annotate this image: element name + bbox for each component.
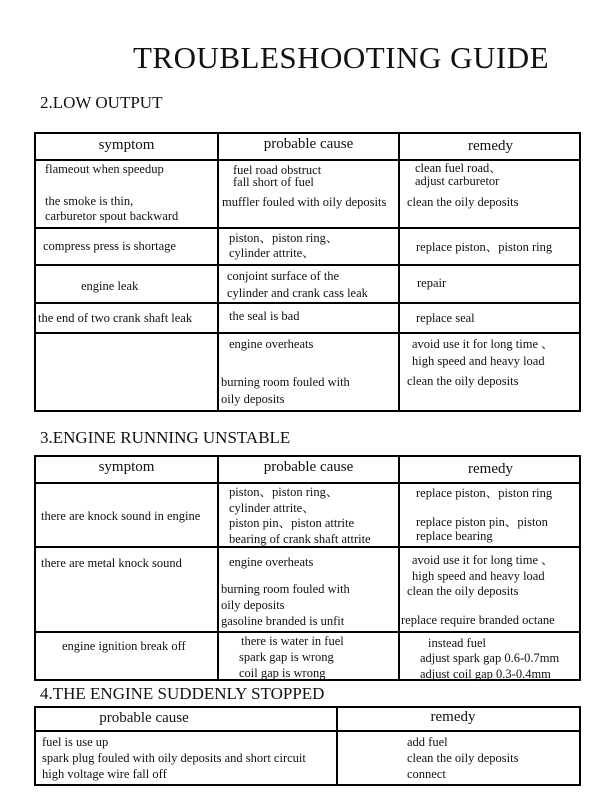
cell: carburetor spout backward — [45, 209, 179, 223]
cell: fall short of fuel — [233, 175, 314, 189]
header-probable-cause: probable cause — [99, 710, 189, 726]
cell: clean the oily deposits — [407, 195, 519, 209]
cell: coil gap is wrong — [239, 666, 326, 680]
header-probable-cause: probable cause — [263, 459, 354, 475]
cell: engine ignition break off — [62, 639, 186, 653]
cell: there are knock sound in engine — [41, 509, 201, 523]
cell: the smoke is thin, — [45, 194, 134, 208]
cell: bearing of crank shaft attrite — [229, 532, 371, 546]
cell: high voltage wire fall off — [42, 767, 167, 781]
cell: replace piston、piston ring — [416, 486, 553, 500]
cell: compress press is shortage — [43, 239, 176, 253]
cell: fuel is use up — [42, 735, 109, 749]
cell: high speed and heavy load — [412, 569, 545, 583]
section-heading-low-output: 2.LOW OUTPUT — [40, 93, 163, 112]
cell: repair — [417, 276, 447, 290]
cell: instead fuel — [428, 636, 486, 650]
cell: burning room fouled with — [221, 375, 350, 389]
cell: piston pin、piston attrite — [229, 516, 354, 530]
cell: gasoline branded is unfit — [221, 614, 345, 628]
cell: clean the oily deposits — [407, 374, 519, 388]
suddenly-stopped-table — [34, 706, 581, 786]
cell: engine overheats — [229, 337, 314, 351]
cell: high speed and heavy load — [412, 354, 545, 368]
cell: conjoint surface of the — [227, 269, 340, 283]
cell: replace require branded octane — [401, 613, 555, 627]
cell: piston、piston ring、 — [229, 485, 339, 499]
section-heading-engine-unstable: 3.ENGINE RUNNING UNSTABLE — [40, 428, 291, 447]
cell: clean fuel road、 — [415, 161, 502, 175]
cell: oily deposits — [221, 598, 285, 612]
cell: connect — [407, 767, 446, 781]
cell: clean the oily deposits — [407, 751, 519, 765]
header-remedy: remedy — [468, 138, 513, 154]
header-symptom: symptom — [98, 137, 155, 153]
header-remedy: remedy — [468, 461, 513, 477]
cell: piston、piston ring、 — [229, 231, 339, 245]
header-probable-cause: probable cause — [263, 136, 354, 152]
header-symptom: symptom — [98, 459, 155, 475]
cell: the seal is bad — [229, 309, 300, 323]
cell: add fuel — [407, 735, 448, 749]
cell: there are metal knock sound — [41, 556, 182, 570]
cell: fuel road obstruct — [233, 163, 322, 177]
cell: oily deposits — [221, 392, 285, 406]
cell: spark plug fouled with oily deposits and short circuit — [42, 751, 306, 765]
cell: cylinder attrite、 — [229, 246, 315, 260]
low-output-table — [34, 132, 581, 412]
header-remedy: remedy — [430, 709, 476, 725]
section-heading-suddenly-stopped: 4.THE ENGINE SUDDENLY STOPPED — [40, 684, 325, 703]
cell: adjust spark gap 0.6-0.7mm — [420, 651, 560, 665]
cell: there is water in fuel — [241, 634, 344, 648]
cell: avoid use it for long time 、 — [412, 337, 554, 351]
cell: replace seal — [416, 311, 475, 325]
cell: engine overheats — [229, 555, 314, 569]
cell: clean the oily deposits — [407, 584, 519, 598]
cell: flameout when speedup — [45, 162, 164, 176]
cell: spark gap is wrong — [239, 650, 334, 664]
engine-unstable-table — [34, 455, 581, 681]
page-title: TROUBLESHOOTING GUIDE — [132, 40, 550, 75]
cell: muffler fouled with oily deposits — [222, 195, 387, 209]
cell: cylinder attrite、 — [229, 501, 315, 515]
cell: cylinder and crank cass leak — [227, 286, 368, 300]
cell: engine leak — [81, 279, 139, 293]
cell: replace piston pin、piston — [416, 515, 548, 529]
cell: replace bearing — [416, 529, 493, 543]
cell: adjust carburetor — [415, 174, 500, 188]
cell: burning room fouled with — [221, 582, 350, 596]
cell: replace piston、piston ring — [416, 240, 553, 254]
cell: the end of two crank shaft leak — [38, 311, 193, 325]
cell: avoid use it for long time 、 — [412, 553, 554, 567]
cell: adjust coil gap 0.3-0.4mm — [420, 667, 551, 681]
